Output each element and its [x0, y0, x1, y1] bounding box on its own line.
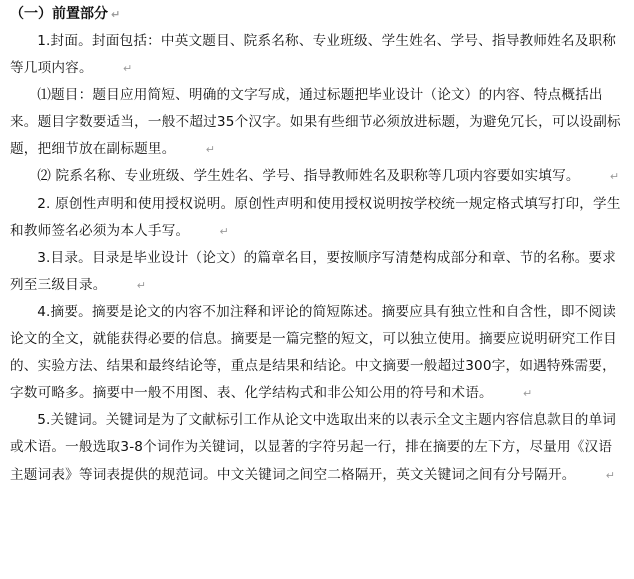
paragraph-mark-icon: ↵	[522, 387, 533, 401]
section-heading	[10, 4, 624, 24]
paragraph-mark-icon: ↵	[122, 62, 133, 76]
paragraph-text: 4.摘要。摘要是论文的内容不加注释和评论的简短陈述。摘要应具有独立性和自含性，即不阅读论文的全文，就能获得必要的信息。摘要是一篇完整的短文，可以独立使用。摘要应说明研究工作目的、实验方法、结果和最终结论等，重点是结果和结论。中文摘要一般超过300字，如遇特殊需要，字数可略多。摘要中一般不用图、表、化学结构式和非公知公用的符号和术语。	[10, 303, 617, 402]
paragraph-contents	[10, 245, 624, 299]
paragraph-abstract	[10, 299, 624, 407]
section-heading-text: （一）前置部分	[10, 6, 108, 22]
paragraph-text: 2. 原创性声明和使用授权说明。原创性声明和使用授权说明按学校统一规定格式填写打印，学生和教师签名必须为本人手写。	[10, 195, 621, 239]
paragraph-mark-icon: ↵	[609, 170, 620, 184]
paragraph-originality	[10, 191, 624, 245]
paragraph-mark-icon: ↵	[219, 224, 229, 238]
paragraph-mark-icon: ↵	[136, 278, 147, 292]
paragraph-cover	[10, 28, 624, 82]
paragraph-text: 3.目录。目录是毕业设计（论文）的篇章名目，要按顺序写清楚构成部分和章、节的名称。要求列至三级目录。	[10, 249, 617, 293]
paragraph-department	[10, 163, 624, 190]
paragraph-title	[10, 82, 624, 163]
paragraph-mark-icon: ↵	[111, 8, 121, 21]
paragraph-keywords	[10, 407, 624, 488]
paragraph-text: 1.封面。封面包括：中英文题目、院系名称、专业班级、学生姓名、学号、指导教师姓名及职称等几项内容。	[10, 33, 617, 77]
paragraph-text: ⑴题目：题目应用简短、明确的文字写成，通过标题把毕业设计（论文）的内容、特点概括出来。题目字数要适当，一般不超过35个汉字。如果有些细节必须放进标题，为避免冗长，可以设副标题，把细节放在副标题里。	[10, 87, 621, 158]
paragraph-mark-icon: ↵	[205, 143, 216, 157]
paragraph-text: 5.关键词。关键词是为了文献标引工作从论文中选取出来的以表示全文主题内容信息款目的单词或术语。一般选取3-8个词作为关键词，以显著的字符另起一行，排在摘要的左下方，尽量用《汉语主题词表》等词表提供的规范词。中文关键词之间空二格隔开，英文关键词之间有分号隔开。	[10, 412, 617, 483]
paragraph-text: ⑵ 院系名称、专业班级、学生姓名、学号、指导教师姓名及职称等几项内容要如实填写。	[37, 168, 580, 185]
paragraph-mark-icon: ↵	[605, 468, 616, 482]
